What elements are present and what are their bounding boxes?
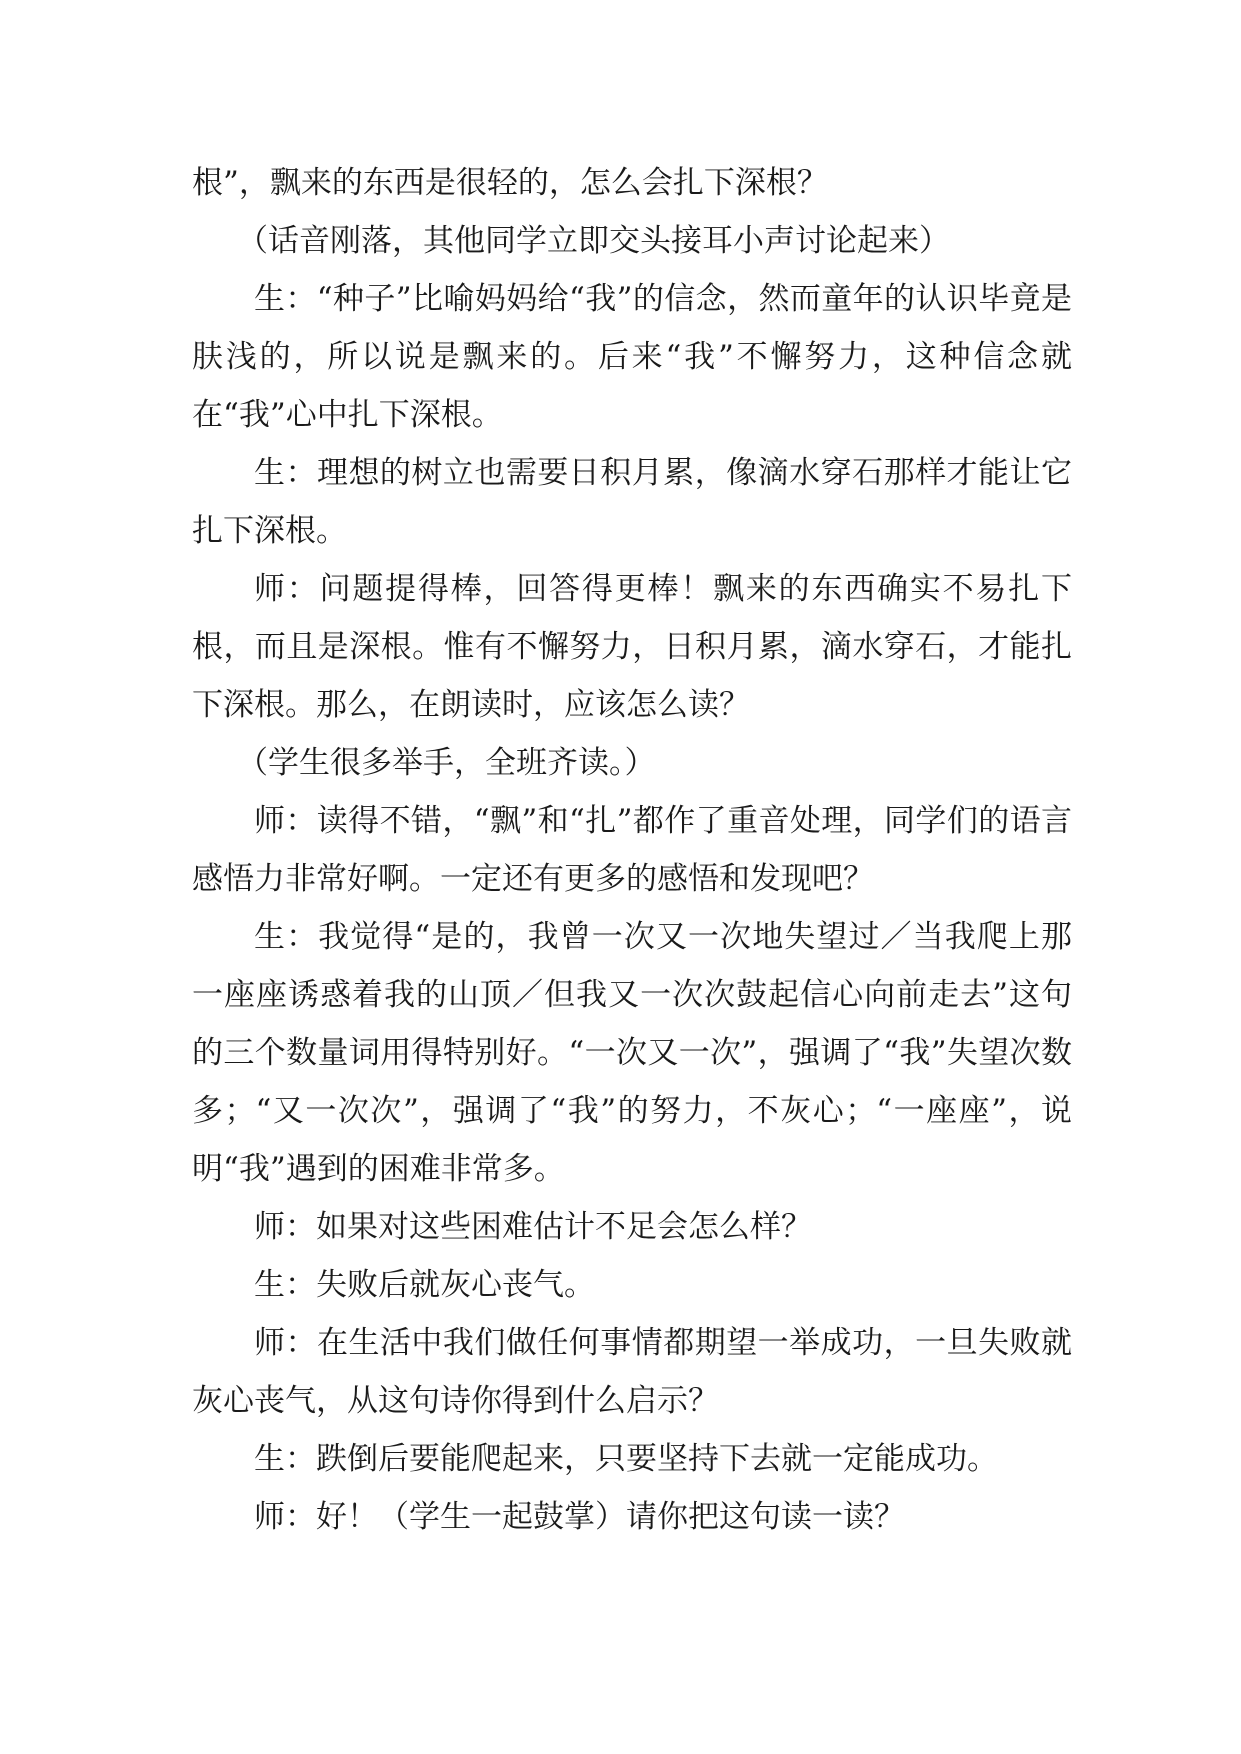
paragraph-stage-note: （话音刚落，其他同学立即交头接耳小声讨论起来）	[237, 223, 950, 259]
document-body	[192, 154, 1072, 1546]
paragraph: 生：跌倒后要能爬起来，只要坚持下去就一定能成功。	[254, 1441, 998, 1477]
paragraph: 生：失败后就灰心丧气。	[254, 1267, 595, 1303]
paragraph: 生：我觉得“是的，我曾一次又一次地失望过／当我爬上那一座座诱惑着我的山顶／但我又一次次鼓起信心向前走去”这句的三个数量词用得特别好。“一次又一次”，强调了“我”失望次数多；“又一次次”，强调了“我”的努力，不灰心；“一座座”，说明“我”遇到的困难非常多。	[192, 919, 1072, 1187]
paragraph: 师：读得不错，“飘”和“扎”都作了重音处理，同学们的语言感悟力非常好啊。一定还有更多的感悟和发现吧？	[192, 803, 1072, 897]
paragraph: 生：理想的树立也需要日积月累，像滴水穿石那样才能让它扎下深根。	[192, 455, 1072, 549]
paragraph: 师：在生活中我们做任何事情都期望一举成功，一旦失败就灰心丧气，从这句诗你得到什么启示？	[192, 1325, 1072, 1419]
paragraph-stage-note: （学生很多举手，全班齐读。）	[237, 745, 656, 781]
paragraph: 师：如果对这些困难估计不足会怎么样？	[254, 1209, 812, 1245]
paragraph: 生：“种子”比喻妈妈给“我”的信念，然而童年的认识毕竟是肤浅的，所以说是飘来的。后来“我”不懈努力，这种信念就在“我”心中扎下深根。	[192, 281, 1072, 433]
paragraph: 根”，飘来的东西是很轻的，怎么会扎下深根？	[192, 165, 828, 201]
paragraph: 师：好！（学生一起鼓掌）请你把这句读一读？	[254, 1499, 905, 1535]
paragraph: 师：问题提得棒，回答得更棒！飘来的东西确实不易扎下根，而且是深根。惟有不懈努力，日积月累，滴水穿石，才能扎下深根。那么，在朗读时，应该怎么读？	[192, 571, 1072, 723]
